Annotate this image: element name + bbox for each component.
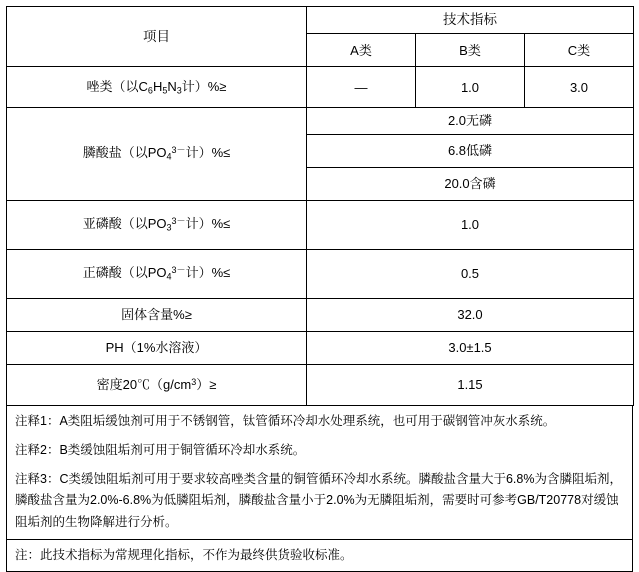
density-label-post: ）≥	[196, 377, 217, 392]
row-label-density	[7, 364, 307, 405]
header-tech-col: 技术指标	[307, 7, 634, 34]
phosphorous-acid-value: 1.0	[307, 200, 634, 249]
azole-sub-2: 5	[162, 85, 168, 96]
row-label-phosphorous-acid	[7, 200, 307, 249]
orthophosphate-label: 正磷酸（以PO	[82, 265, 167, 281]
density-sup: 3	[191, 376, 197, 387]
table-row	[7, 331, 634, 364]
phosphonate-value-2: 6.8低磷	[307, 134, 634, 167]
azole-value-c: 3.0	[525, 67, 634, 108]
azole-label-mid-2: N	[167, 78, 177, 94]
phosphorous-acid-label: 亚磷酸（以PO	[82, 216, 167, 232]
orthophosphate-sub: 4	[166, 271, 172, 282]
azole-sub-3: 3	[176, 85, 182, 96]
row-label-phosphonate	[7, 108, 307, 201]
final-note: 注：此技术指标为常规理化指标，不作为最终供货验收标准。	[6, 540, 633, 572]
row-label-azole	[7, 67, 307, 108]
phosphonate-sub: 4	[166, 152, 172, 162]
table-row	[7, 67, 634, 108]
phosphonate-label: 膦酸盐（以PO	[82, 145, 167, 161]
header-item-col: 项目	[7, 7, 307, 67]
phosphorous-acid-label-post: 计）%≤	[185, 216, 231, 232]
row-label-solid-content: 固体含量%≥	[7, 298, 307, 331]
azole-value-a: —	[307, 67, 416, 108]
orthophosphate-sup: 3－	[171, 265, 186, 276]
phosphorous-acid-sub: 3	[166, 222, 172, 233]
azole-sub-1: 6	[147, 85, 153, 96]
header-class-a: A类	[307, 34, 416, 67]
table-row	[7, 200, 634, 249]
density-value: 1.15	[307, 364, 634, 405]
solid-content-value: 32.0	[307, 298, 634, 331]
azole-label-mid-1: H	[152, 78, 163, 94]
specification-table	[6, 6, 634, 406]
phosphonate-label-post: 计）%≤	[185, 145, 231, 161]
row-label-orthophosphate	[7, 249, 307, 298]
phosphorous-acid-sup: 3－	[171, 216, 186, 227]
note-2: 注释2：B类缓蚀阻垢剂可用于铜管循环冷却水系统。	[15, 442, 306, 457]
phosphonate-value-1: 2.0无磷	[307, 108, 634, 135]
table-row	[7, 298, 634, 331]
density-label-pre: 密度20℃（g/cm	[96, 377, 192, 392]
table-header-row	[7, 7, 634, 34]
notes-block	[6, 406, 633, 540]
header-class-c: C类	[525, 34, 634, 67]
ph-value: 3.0±1.5	[307, 331, 634, 364]
orthophosphate-label-post: 计）%≤	[185, 265, 231, 281]
azole-value-b: 1.0	[416, 67, 525, 108]
table-row	[7, 249, 634, 298]
phosphonate-sup: 3－	[171, 145, 186, 156]
header-class-b: B类	[416, 34, 525, 67]
azole-label-pre: 唑类（以C	[86, 78, 148, 94]
row-label-ph: PH（1%水溶液）	[7, 331, 307, 364]
table-row	[7, 108, 634, 135]
azole-label-post: 计）%≥	[181, 78, 227, 94]
phosphonate-value-3: 20.0含磷	[307, 167, 634, 200]
note-3: 注释3：C类缓蚀阻垢剂可用于要求较高唑类含量的铜管循环冷却水系统。膦酸盐含量大于6.8%为含膦阻垢剂，膦酸盐含量为2.0%-6.8%为低膦阻垢剂，膦酸盐含量小于2.0%为无膦阻垢剂，需要时可参考GB/T20778对缓蚀阻垢剂的生物降解进行分析。	[15, 471, 622, 530]
table-row	[7, 364, 634, 405]
orthophosphate-value: 0.5	[307, 249, 634, 298]
note-1: 注释1：A类阻垢缓蚀剂可用于不锈钢管，钛管循环冷却水处理系统，也可用于碳钢管冲灰水系统。	[15, 413, 556, 428]
